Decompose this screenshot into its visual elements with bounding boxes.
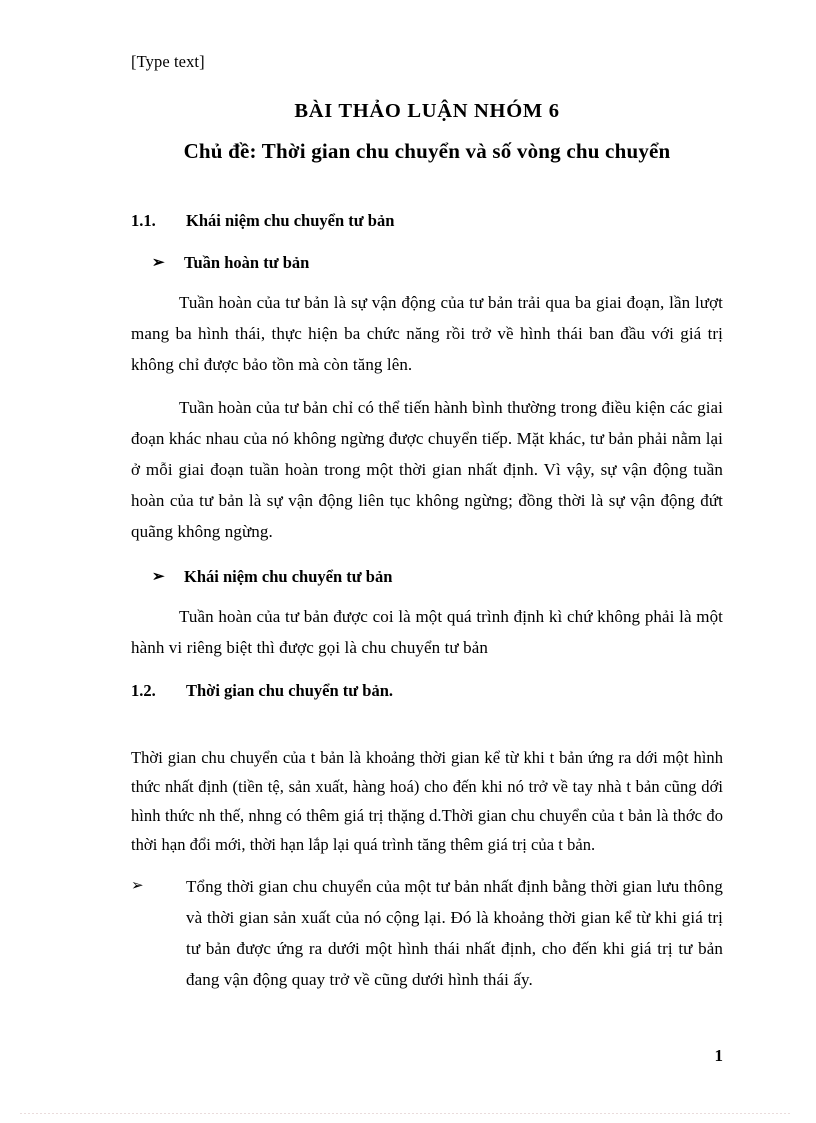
paragraph-thoi-gian-chu-chuyen: Thời gian chu chuyển của t bản là khoảng thời gian kể từ khi t bản ứng ra dới một hình thức nhất định (tiền tệ, sản xuất, hàng hoá) cho đến khi nó trở về tay nhà t bản cũng dới hình thức nh thế, nhng có thêm giá trị thặng d.Thời gian chu chuyển của t bản là thớc đo thời hạn đổi mới, thời hạn lắp lại quá trình tăng thêm giá trị của t bản. <box>131 748 723 854</box>
bullet-paragraph-tong-thoi-gian <box>131 871 723 995</box>
paragraph-khai-niem-1: Tuần hoàn của tư bản được coi là một quá trình định kì chứ không phải là một hành vi riêng biệt thì được gọi là chu chuyển tư bản <box>131 607 723 657</box>
arrow-bullet-icon: ➢ <box>152 255 165 271</box>
subsection-heading-tuan-hoan <box>131 251 723 275</box>
document-title: BÀI THẢO LUẬN NHÓM 6 <box>294 100 560 122</box>
section-heading-1-1 <box>131 209 723 233</box>
page-content <box>131 0 723 995</box>
paragraph-spacer <box>131 703 723 743</box>
bullet-paragraph-text: Tổng thời gian chu chuyển của một tư bản nhất định bằng thời gian lưu thông và thời gian sản xuất của nó cộng lại. Đó là khoảng thời gian kể từ khi giá trị tư bản được ứng ra dưới một hình thái nhất định, cho đến khi giá trị tư bản đang vận động quay trở về cũng dưới hình thái ấy. <box>186 877 723 989</box>
subsection-title-khai-niem: Khái niệm chu chuyển tư bản <box>184 567 393 586</box>
header-placeholder-text: [Type text] <box>131 52 205 71</box>
section-heading-1-2 <box>131 679 723 703</box>
arrow-bullet-icon: ➢ <box>131 878 144 894</box>
page-number: 1 <box>714 1046 723 1065</box>
section-number-1-1: 1.1. <box>131 211 156 230</box>
subsection-heading-khai-niem <box>131 565 723 589</box>
arrow-bullet-icon: ➢ <box>152 569 165 585</box>
title-block <box>131 96 723 167</box>
scan-artifact-line <box>20 1113 790 1114</box>
section-title-1-1: Khái niệm chu chuyển tư bản <box>186 211 395 230</box>
section-number-1-2: 1.2. <box>131 681 156 700</box>
section-title-1-2: Thời gian chu chuyển tư bản. <box>186 681 394 700</box>
paragraph-tuan-hoan-1: Tuần hoàn của tư bản là sự vận động của tư bản trải qua ba giai đoạn, lần lượt mang ba hình thái, thực hiện ba chức năng rồi trở về hình thái ban đầu với giá trị không chỉ được bảo tồn mà còn tăng lên. <box>131 293 723 374</box>
paragraph-tuan-hoan-2: Tuần hoàn của tư bản chỉ có thể tiến hành bình thường trong điều kiện các giai đoạn khác nhau của nó không ngừng được chuyển tiếp. Mặt khác, tư bản phải nằm lại ở mỗi giai đoạn tuần hoàn trong một thời gian nhất định. Vì vậy, sự vận động tuần hoàn của tư bản là sự vận động liên tục không ngừng; đồng thời là sự vận động đứt quãng không ngừng. <box>131 398 723 541</box>
document-subtitle: Chủ đề: Thời gian chu chuyển và số vòng chu chuyển <box>183 139 671 163</box>
subsection-title-tuan-hoan: Tuần hoàn tư bản <box>184 253 310 272</box>
